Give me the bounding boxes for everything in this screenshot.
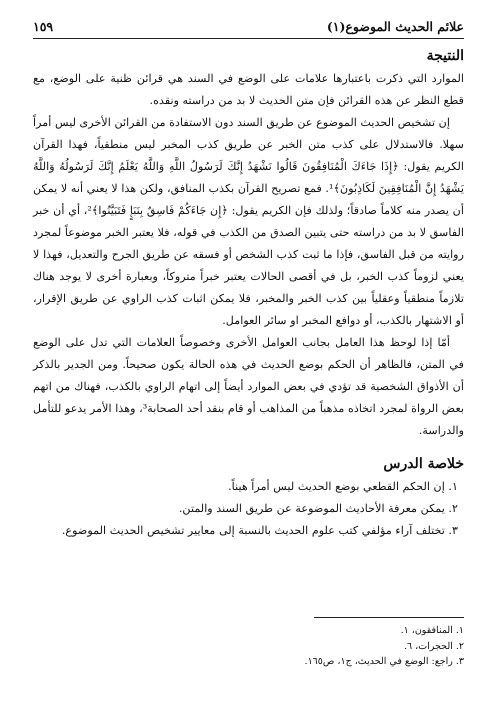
result-paragraph-1: الموارد التي ذكرت باعتبارها علامات على الوضع في السند هي قرائن ظنية على الوضع، مع قطع النظر عن هذه القرائن فإن متن الحديث لا بد من دراسته ونقده. — [33, 72, 464, 107]
footnote-3: ٣. راجع: الوضع في الحديث، ج١، ص١٦٥. — [304, 656, 464, 667]
page-number: ١٥٩ — [33, 18, 54, 34]
summary-heading: خلاصة الدرس — [383, 456, 464, 472]
running-title: علائم الحديث الموضوع(١) — [326, 18, 464, 34]
summary-list — [33, 476, 464, 542]
running-header — [33, 16, 464, 36]
footnote-2: ٢. الحجرات، ٦. — [404, 640, 464, 652]
result-paragraph-3: أمّا إذا لوحظ هذا العامل بجانب العوامل الأخرى وخصوصاً العلامات التي تدل على الوضع في المتن، فالظاهر أن الحكم بوضع الحديث في هذه الحالة يكون صحيحاً. ومن الجدير بالذكر أن الأذواق الشخصية قد تؤدي في بعض الموارد أيضاً إلى اتهام الراوي بالكذب، فهناك من اتهم بعض الرواة لمجرد اتخاذه مذهباً من المذاهب أو قام بنقد أحد الصحابة³، وهذا الأمر يدعو للتأمل والدراسة. — [33, 336, 464, 437]
header-divider — [33, 38, 464, 39]
summary-item-3: ٣. تختلف آراء مؤلفي كتب علوم الحديث بالنسبة إلى معايير تشخيص الحديث الموضوع. — [61, 524, 458, 537]
main-text — [33, 44, 464, 542]
footnote-1: ١. المنافقون، ١. — [400, 625, 464, 636]
footnote-divider — [314, 617, 464, 618]
summary-item-2: ٢. يمكن معرفة الأحاديث الموضوعة عن طريق السند والمتن. — [178, 502, 458, 515]
footnotes — [33, 623, 464, 670]
result-heading: النتيجة — [426, 48, 464, 64]
result-paragraph-2: إن تشخيص الحديث الموضوع عن طريق السند دون الاستفادة من القرائن الأخرى ليس أمراً سهلا. فالاستدلال على كذب متن الخبر عن طريق كذب المخبر ليس منطقياً، فهذا القرآن الكريم يقول: ﴿إِذَا جَاءَكَ الْمُنَافِقُونَ قَالُوا نَشْهَدُ إِنَّكَ لَرَسُولُ اللَّهِ وَاللَّهُ يَعْلَمُ إِنَّكَ لَرَسُولُهُ وَاللَّهُ يَشْهَدُ إِنَّ الْمُنَافِقِينَ لَكَاذِبُونَ﴾¹. فمع تصريح القرآن بكذب المنافق، ولكن هذا لا يعني أنه لا يمكن أن يصدر منه كلاماً صادقاً؛ ولذلك فإن الكريم يقول: ﴿إِن جَاءَكُمْ فَاسِقٌ بِنَبَإٍ فَتَبَيَّنُوا﴾²، أي أن خبر الفاسق لا بد من دراسته حتى يتبين الصدق من الكذب في قوله، فلا يعتبر الخبر موضوعاً لمجرد روايته من قبل الفاسق، فإذا ما ثبت كذب الشخص أو فسقه عن طريق الجرح والتعديل، فهذا لا يعني لزوماً كذب الخبر، بل في أقصى الحالات يعتبر خبراً متروكاً، وبعبارة أخرى لا يوجد هناك تلازماً منطقياً وعقلياً بين كذب الخبر والمخبر، فلا يمكن اثبات كذب الراوي عن طريق الإقرار، أو الاشتهار بالكذب، أو دوافع المخبر او سائر العوامل. — [33, 116, 464, 327]
summary-item-1: ١. إن الحكم القطعي بوضع الحديث ليس أمراً هيناً. — [228, 480, 458, 493]
